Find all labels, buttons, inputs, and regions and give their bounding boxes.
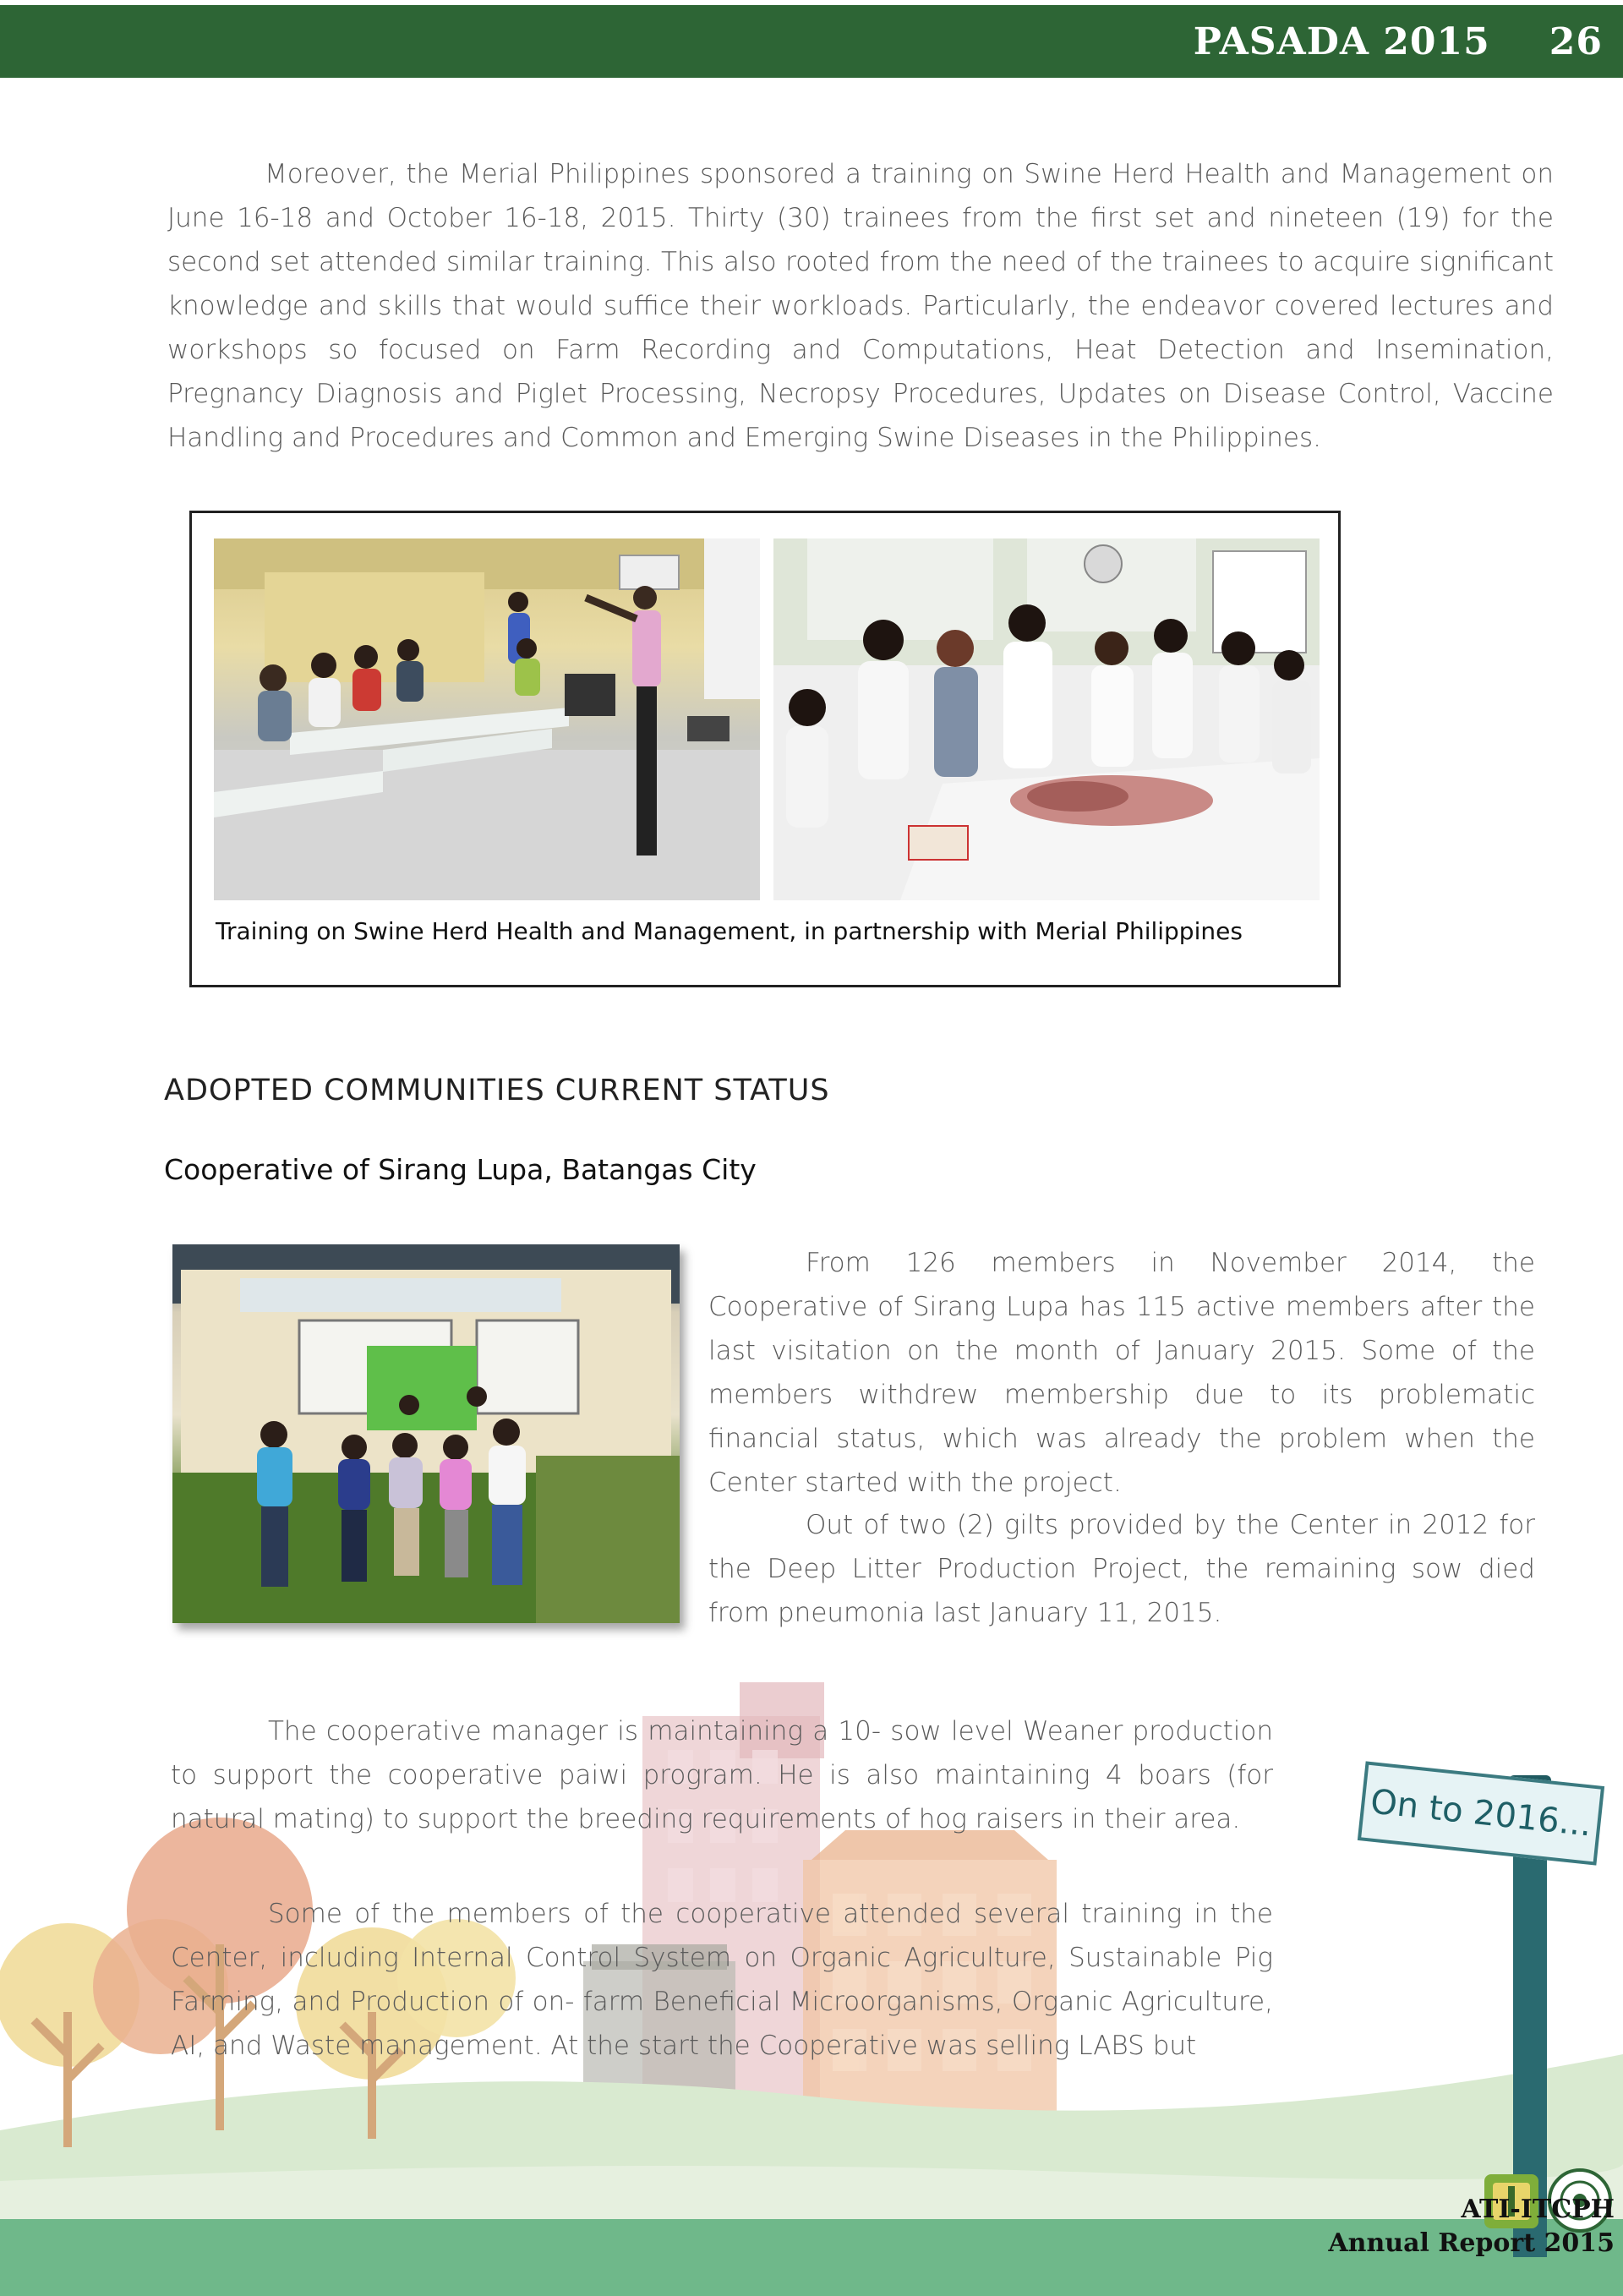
necropsy-workshop-photo <box>773 538 1320 900</box>
paragraph-text: From 126 members in November 2014, the Cooperative of Sirang Lupa has 115 active members after the last visitation on the month of January 2015. Some of the members withdrew membership due to its problematic financial status, which was already the problem when the Center started with the project. <box>708 1248 1535 1498</box>
training-photo-figure <box>189 511 1341 987</box>
cooperative-group-photo <box>172 1244 680 1623</box>
classroom-photo-illustration <box>214 538 760 900</box>
paragraph-text: Some of the members of the cooperative attended several training in the Center, including Internal Control System on Organic Agriculture, Sustainable Pig Farming, and Production of on- farm Beneficial Microorganisms, Organic Agriculture, AI, and Waste management. At the start the Cooperative was selling LABS but <box>171 1899 1273 2061</box>
footer-report-title: Annual Report 2015 <box>1328 2228 1615 2258</box>
paragraph-merial-training <box>167 152 1554 460</box>
workshop-photo-illustration <box>773 538 1320 900</box>
paragraph-gilts <box>708 1503 1535 1635</box>
paragraph-text: Out of two (2) gilts provided by the Center in 2012 for the Deep Litter Production Project, the remaining sow died from pneumonia last January 11, 2015. <box>708 1510 1535 1628</box>
figure-caption: Training on Swine Herd Health and Management, in partnership with Merial Philippines <box>216 917 1243 945</box>
signpost-text: On to 2016... <box>1369 1782 1593 1845</box>
cooperative-photo-illustration <box>172 1244 680 1623</box>
page-number: 26 <box>1549 19 1603 63</box>
paragraph-text: Moreover, the Merial Philippines sponsored a training on Swine Herd Health and Management on June 16-18 and October 16-18, 2015. Thirty (30) trainees from the first set and nineteen (19) for the second set attended similar training. This also rooted from the need of the trainees to acquire significant knowledge and skills that would suffice their workloads. Particularly, the endeavor covered lectures and workshops so focused on Farm Recording and Computations, Heat Detection and Insemination, Pregnancy Diagnosis and Piglet Processing, Necropsy Procedures, Updates on Disease Control, Vaccine Handling and Procedures and Common and Emerging Swine Diseases in the Philippines. <box>167 159 1554 453</box>
page-header <box>1194 5 1603 78</box>
header-title: PASADA 2015 <box>1193 19 1490 63</box>
section-subheading: Cooperative of Sirang Lupa, Batangas City <box>164 1153 757 1186</box>
paragraph-membership <box>708 1241 1535 1505</box>
paragraph-text: The cooperative manager is maintaining a 10- sow level Weaner production to support the cooperative paiwi program. He is also maintaining 4 boars (for natural mating) to support the breeding requirements of hog raisers in their area. <box>171 1716 1273 1834</box>
paragraph-weaner-production <box>171 1709 1273 1841</box>
classroom-training-photo <box>214 538 760 900</box>
footer-organization: ATI-ITCPH <box>1461 2195 1615 2224</box>
section-heading: ADOPTED COMMUNITIES CURRENT STATUS <box>164 1074 830 1107</box>
paragraph-cooperative-training <box>171 1892 1273 2068</box>
